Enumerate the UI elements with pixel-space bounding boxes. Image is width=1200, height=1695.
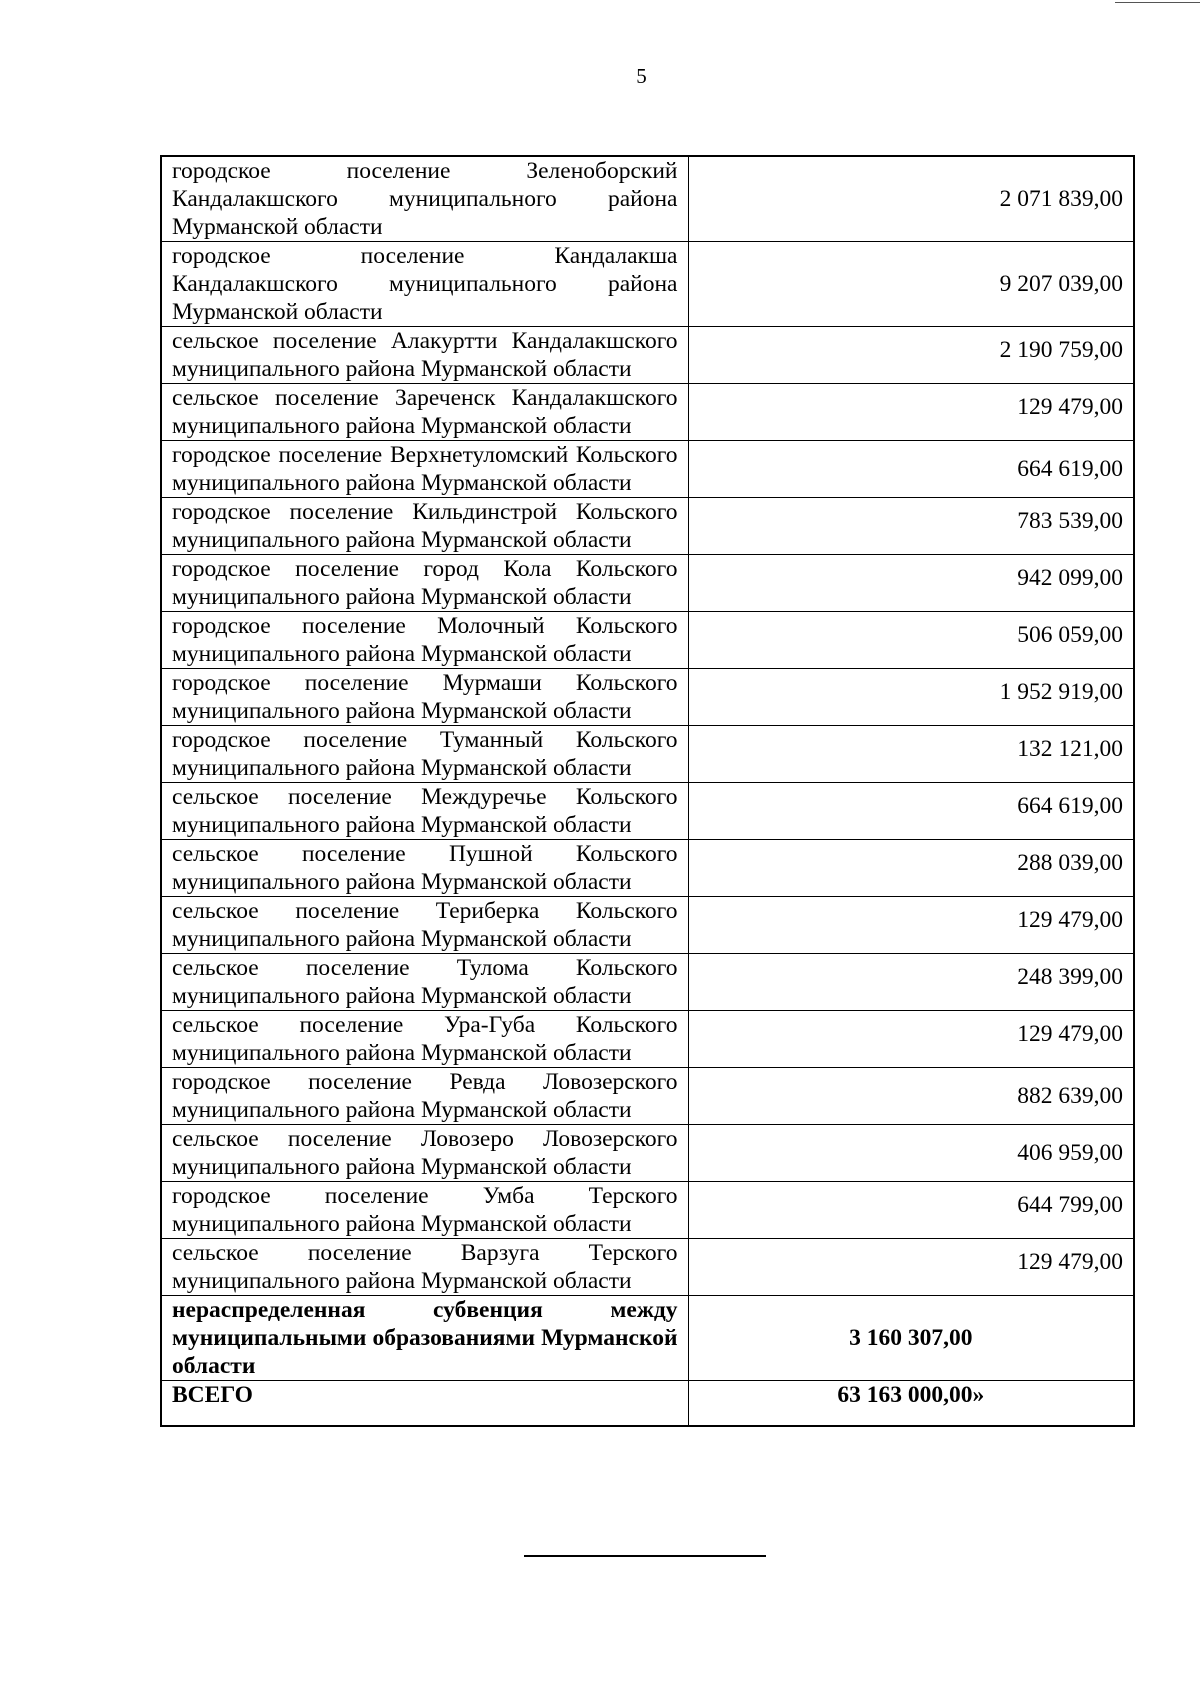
subvention-amount: 129 479,00 — [688, 384, 1134, 441]
subvention-amount: 882 639,00 — [688, 1068, 1134, 1125]
table-row — [161, 954, 1134, 1011]
municipality-name: сельское поселение Алакуртти Кандалакшского муниципального района Мурманской области — [161, 327, 688, 384]
municipality-name: городское поселение Молочный Кольского муниципального района Мурманской области — [161, 612, 688, 669]
municipality-name: городское поселение Мурмаши Кольского муниципального района Мурманской области — [161, 669, 688, 726]
subvention-amount: 664 619,00 — [688, 783, 1134, 840]
subvention-amount: 132 121,00 — [688, 726, 1134, 783]
municipality-name: городское поселение город Кола Кольского муниципального района Мурманской области — [161, 555, 688, 612]
unallocated-row — [161, 1296, 1134, 1381]
subvention-amount: 129 479,00 — [688, 1011, 1134, 1068]
closing-rule — [524, 1555, 766, 1557]
table-row — [161, 156, 1134, 242]
table-row — [161, 555, 1134, 612]
table-row — [161, 1011, 1134, 1068]
table-row — [161, 498, 1134, 555]
subvention-amount: 942 099,00 — [688, 555, 1134, 612]
municipality-name: сельское поселение Ловозеро Ловозерского муниципального района Мурманской области — [161, 1125, 688, 1182]
subvention-amount: 406 959,00 — [688, 1125, 1134, 1182]
municipality-name: городское поселение Ревда Ловозерского муниципального района Мурманской области — [161, 1068, 688, 1125]
municipality-name: сельское поселение Варзуга Терского муниципального района Мурманской области — [161, 1239, 688, 1296]
municipality-name: городское поселение Зеленоборский Кандалакшского муниципального района Мурманской области — [161, 156, 688, 242]
table-row — [161, 726, 1134, 783]
page-number: 5 — [636, 64, 647, 88]
subvention-amount: 506 059,00 — [688, 612, 1134, 669]
subvention-amount: 2 071 839,00 — [688, 156, 1134, 242]
municipality-name: сельское поселение Пушной Кольского муниципального района Мурманской области — [161, 840, 688, 897]
subvention-table — [160, 155, 1135, 1427]
municipality-name: сельское поселение Зареченск Кандалакшского муниципального района Мурманской области — [161, 384, 688, 441]
municipality-name: городское поселение Кандалакша Кандалакшского муниципального района Мурманской области — [161, 242, 688, 327]
subvention-amount: 644 799,00 — [688, 1182, 1134, 1239]
subvention-amount: 2 190 759,00 — [688, 327, 1134, 384]
table-row — [161, 384, 1134, 441]
municipality-name: городское поселение Кильдинстрой Кольского муниципального района Мурманской области — [161, 498, 688, 555]
unallocated-label: нераспределенная субвенция между муниципальными образованиями Мурманской области — [161, 1296, 688, 1381]
subvention-amount: 783 539,00 — [688, 498, 1134, 555]
total-label: ВСЕГО — [161, 1381, 688, 1427]
subvention-amount: 248 399,00 — [688, 954, 1134, 1011]
municipality-name: городское поселение Туманный Кольского муниципального района Мурманской области — [161, 726, 688, 783]
municipality-name: сельское поселение Териберка Кольского муниципального района Мурманской области — [161, 897, 688, 954]
table-row — [161, 327, 1134, 384]
municipality-name: городское поселение Верхнетуломский Кольского муниципального района Мурманской области — [161, 441, 688, 498]
subvention-amount: 129 479,00 — [688, 1239, 1134, 1296]
table-row — [161, 897, 1134, 954]
total-amount: 63 163 000,00» — [688, 1381, 1134, 1427]
subvention-amount: 288 039,00 — [688, 840, 1134, 897]
municipality-name: сельское поселение Тулома Кольского муниципального района Мурманской области — [161, 954, 688, 1011]
scan-edge-mark — [1115, 2, 1200, 3]
subvention-amount: 129 479,00 — [688, 897, 1134, 954]
unallocated-amount: 3 160 307,00 — [688, 1296, 1134, 1381]
municipality-name: городское поселение Умба Терского муниципального района Мурманской области — [161, 1182, 688, 1239]
table-row — [161, 1239, 1134, 1296]
municipality-name: сельское поселение Ура-Губа Кольского муниципального района Мурманской области — [161, 1011, 688, 1068]
municipality-name: сельское поселение Междуречье Кольского муниципального района Мурманской области — [161, 783, 688, 840]
table-row — [161, 783, 1134, 840]
total-row — [161, 1381, 1134, 1427]
subvention-amount: 9 207 039,00 — [688, 242, 1134, 327]
table-row — [161, 669, 1134, 726]
table-row — [161, 840, 1134, 897]
table-row — [161, 1125, 1134, 1182]
table-row — [161, 1068, 1134, 1125]
table-row — [161, 441, 1134, 498]
table-row — [161, 242, 1134, 327]
subvention-table-wrap — [160, 155, 1133, 1427]
subvention-amount: 1 952 919,00 — [688, 669, 1134, 726]
table-row — [161, 1182, 1134, 1239]
subvention-amount: 664 619,00 — [688, 441, 1134, 498]
table-row — [161, 612, 1134, 669]
